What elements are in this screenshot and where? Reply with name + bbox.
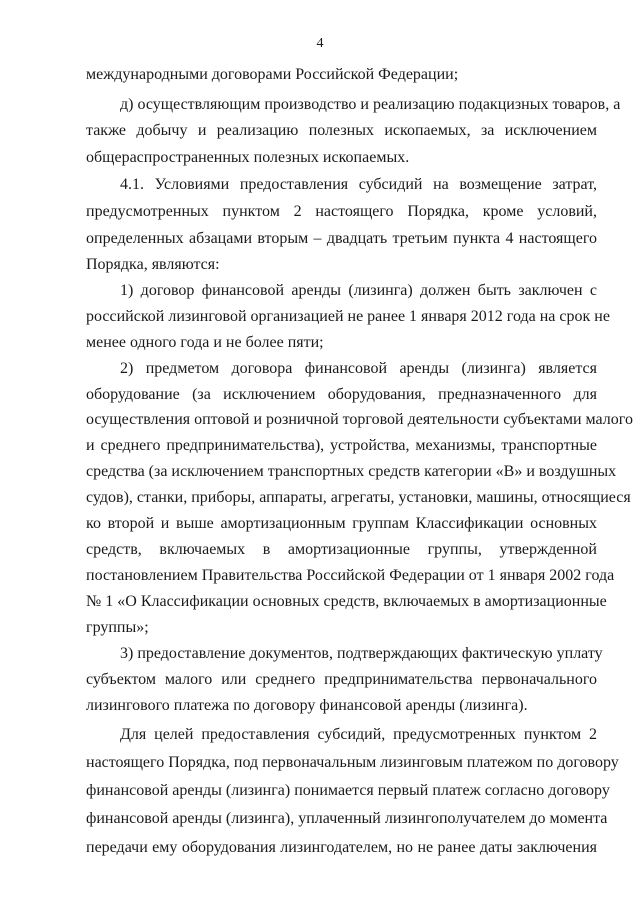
page-number: 4 [316, 36, 324, 51]
text-line: № 1 «О Классификации основных средств, включаемых в амортизационные [86, 593, 607, 610]
text-line: осуществления оптовой и розничной торговой деятельности субъектами малого [86, 411, 633, 428]
text-line: ко второй и выше амортизационным группам Классификации основных [86, 515, 597, 532]
text-line: финансовой аренды (лизинга) понимается первый платеж согласно договору [86, 782, 610, 799]
text-line: 4.1. Условиями предоставления субсидий на возмещение затрат, [120, 176, 597, 193]
text-line: российской лизинговой организацией не ранее 1 января 2012 года на срок не [86, 308, 610, 325]
text-line: передачи ему оборудования лизингодателем, но не ранее даты заключения [86, 839, 597, 856]
text-line: финансовой аренды (лизинга), уплаченный лизингополучателем до момента [86, 810, 608, 827]
text-line: Для целей предоставления субсидий, предусмотренных пунктом 2 [120, 726, 597, 743]
text-line: 3) предоставление документов, подтверждающих фактическую уплату [120, 645, 603, 662]
text-line: международными договорами Российской Федерации; [86, 66, 459, 83]
text-line: оборудование (за исключением оборудования, предназначенного для [86, 386, 597, 403]
text-line: постановлением Правительства Российской Федерации от 1 января 2002 года [86, 567, 615, 584]
text-line: средства (за исключением транспортных средств категории «В» и воздушных [86, 463, 617, 480]
text-line: 2) предметом договора финансовой аренды (лизинга) является [120, 360, 597, 377]
text-line: 1) договор финансовой аренды (лизинга) должен быть заключен с [120, 282, 597, 299]
text-line: определенных абзацами вторым – двадцать третьим пункта 4 настоящего [86, 230, 597, 247]
text-line: настоящего Порядка, под первоначальным лизинговым платежом по договору [86, 754, 619, 771]
text-line: и среднего предпринимательства), устройства, механизмы, транспортные [86, 437, 597, 454]
text-line: Порядка, являются: [86, 256, 220, 273]
text-line: д) осуществляющим производство и реализацию подакцизных товаров, а [120, 96, 621, 113]
text-line: предусмотренных пунктом 2 настоящего Порядка, кроме условий, [86, 203, 597, 220]
text-line: субъектом малого или среднего предпринимательства первоначального [86, 671, 597, 688]
text-line: также добычу и реализацию полезных ископаемых, за исключением [86, 122, 597, 139]
text-line: лизингового платежа по договору финансовой аренды (лизинга). [86, 697, 528, 714]
text-line: судов), станки, приборы, аппараты, агрегаты, установки, машины, относящиеся [86, 489, 631, 506]
text-line: менее одного года и не более пяти; [86, 334, 324, 351]
text-line: общераспространенных полезных ископаемых. [86, 149, 410, 166]
text-line: средств, включаемых в амортизационные группы, утвержденной [86, 541, 597, 558]
text-line: группы»; [86, 619, 149, 636]
